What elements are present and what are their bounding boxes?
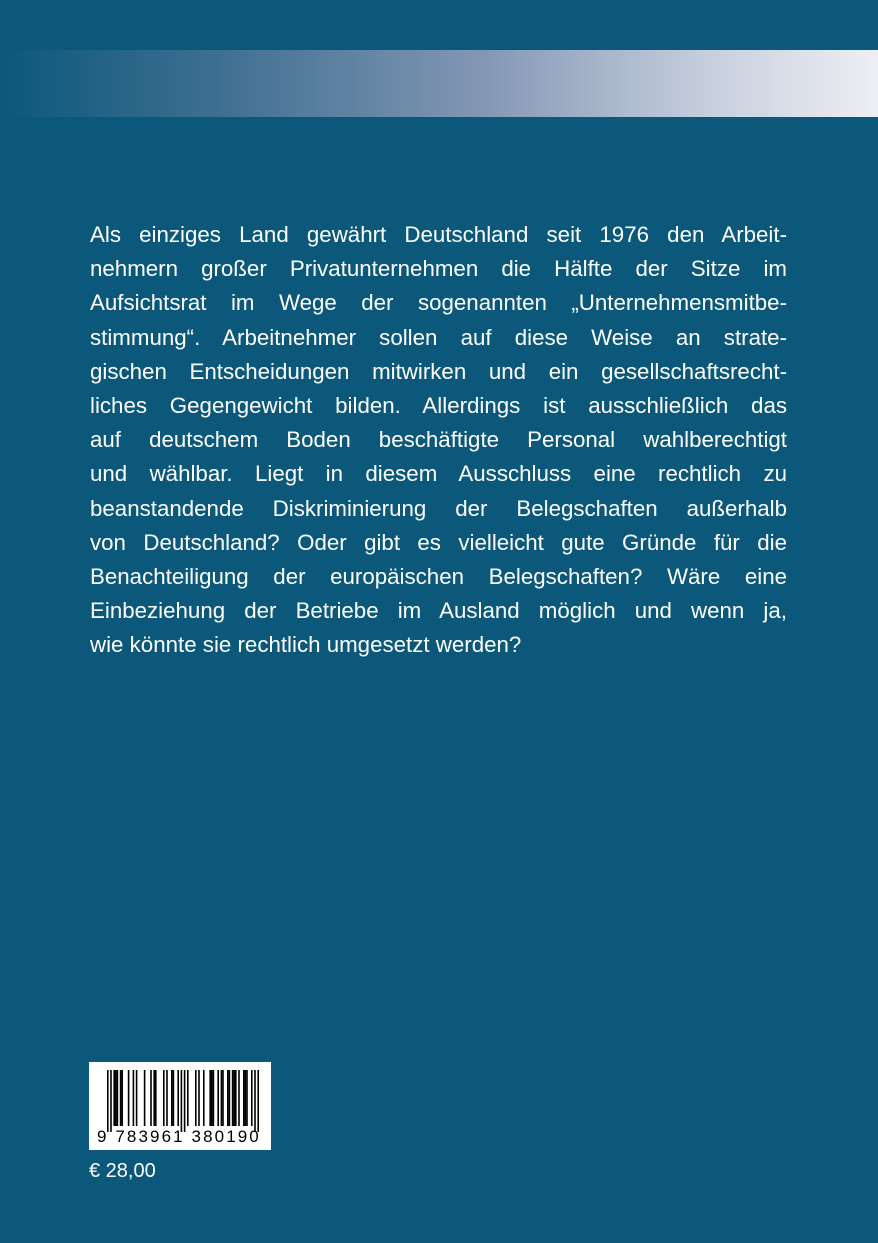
barcode-bar (113, 1070, 115, 1126)
barcode-bar (227, 1070, 229, 1126)
blurb-text (90, 218, 787, 662)
barcode-bar (110, 1070, 112, 1132)
isbn-barcode (89, 1062, 271, 1150)
blurb-line: Aufsichtsrat im Wege der sogenannten „Unternehmensmitbe- (90, 290, 787, 316)
barcode-bar (232, 1070, 234, 1126)
barcode-bar (133, 1070, 135, 1126)
barcode-bar (251, 1070, 253, 1126)
barcode-bar (203, 1070, 205, 1126)
barcode-bar (115, 1070, 117, 1126)
barcode-bar (221, 1070, 223, 1126)
barcode-bar (184, 1070, 186, 1132)
barcode-bar (243, 1070, 245, 1126)
barcode-bar (187, 1070, 189, 1126)
barcode-bar (181, 1070, 183, 1132)
blurb-line: liches Gegengewicht bilden. Allerdings ist ausschließlich das (90, 392, 787, 418)
price-label: € 28,00 (89, 1160, 156, 1182)
barcode-bar (229, 1070, 231, 1126)
barcode-bar (150, 1070, 152, 1126)
blurb-line: Einbeziehung der Betriebe im Ausland möglich und wenn ja, (90, 598, 787, 624)
blurb-line: nehmern großer Privatunternehmen die Hälfte der Sitze im (90, 256, 787, 282)
barcode-bar (177, 1070, 179, 1126)
blurb-line: von Deutschland? Oder gibt es vielleicht gute Gründe für die (90, 529, 787, 555)
barcode-bar (136, 1070, 138, 1126)
barcode-bar (209, 1070, 211, 1126)
barcode-bar (155, 1070, 157, 1126)
blurb-line: beanstandende Diskriminierung der Belegschaften außerhalb (90, 495, 787, 521)
barcode-bar (166, 1070, 168, 1126)
barcode-bar (163, 1070, 165, 1126)
barcode-bar (222, 1070, 224, 1126)
barcode-bar (107, 1070, 109, 1132)
barcode-bar (153, 1070, 155, 1126)
barcode-bar (128, 1070, 130, 1126)
barcode-bar (173, 1070, 175, 1126)
barcode-bar (246, 1070, 248, 1126)
barcode-bar (238, 1070, 240, 1126)
blurb-line: Benachteiligung der europäischen Belegschaften? Wäre eine (90, 563, 787, 589)
barcode-bar (217, 1070, 219, 1126)
barcode-bar (213, 1070, 215, 1126)
barcode-digits: 9 783961 380190 (97, 1127, 261, 1146)
blurb-line: gischen Entscheidungen mitwirken und ein gesellschaftsrecht- (90, 358, 787, 384)
barcode-bar (254, 1070, 256, 1132)
barcode-bar (171, 1070, 173, 1126)
blurb-line: und wählbar. Liegt in diesem Ausschluss eine rechtlich zu (90, 461, 787, 487)
barcode-bar (144, 1070, 146, 1126)
barcode-bar (195, 1070, 197, 1126)
blurb-line: Als einziges Land gewährt Deutschland seit 1976 den Arbeit- (90, 222, 787, 247)
barcode-bar (120, 1070, 122, 1126)
blurb-line: stimmung“. Arbeitnehmer sollen auf diese Weise an strate- (90, 324, 787, 350)
decorative-gradient-band (0, 50, 878, 117)
barcode-bar (245, 1070, 247, 1126)
barcode-bar (235, 1070, 237, 1126)
blurb-line: auf deutschem Boden beschäftigte Personal wahlberechtigt (90, 427, 787, 453)
blurb-line: wie könnte sie rechtlich umgesetzt werden? (90, 632, 522, 658)
barcode-bar (257, 1070, 259, 1132)
barcode-bar (198, 1070, 200, 1126)
barcode-bar (117, 1070, 119, 1126)
barcode-bar (121, 1070, 123, 1126)
barcode-bar (211, 1070, 213, 1126)
barcode-bar (233, 1070, 235, 1126)
